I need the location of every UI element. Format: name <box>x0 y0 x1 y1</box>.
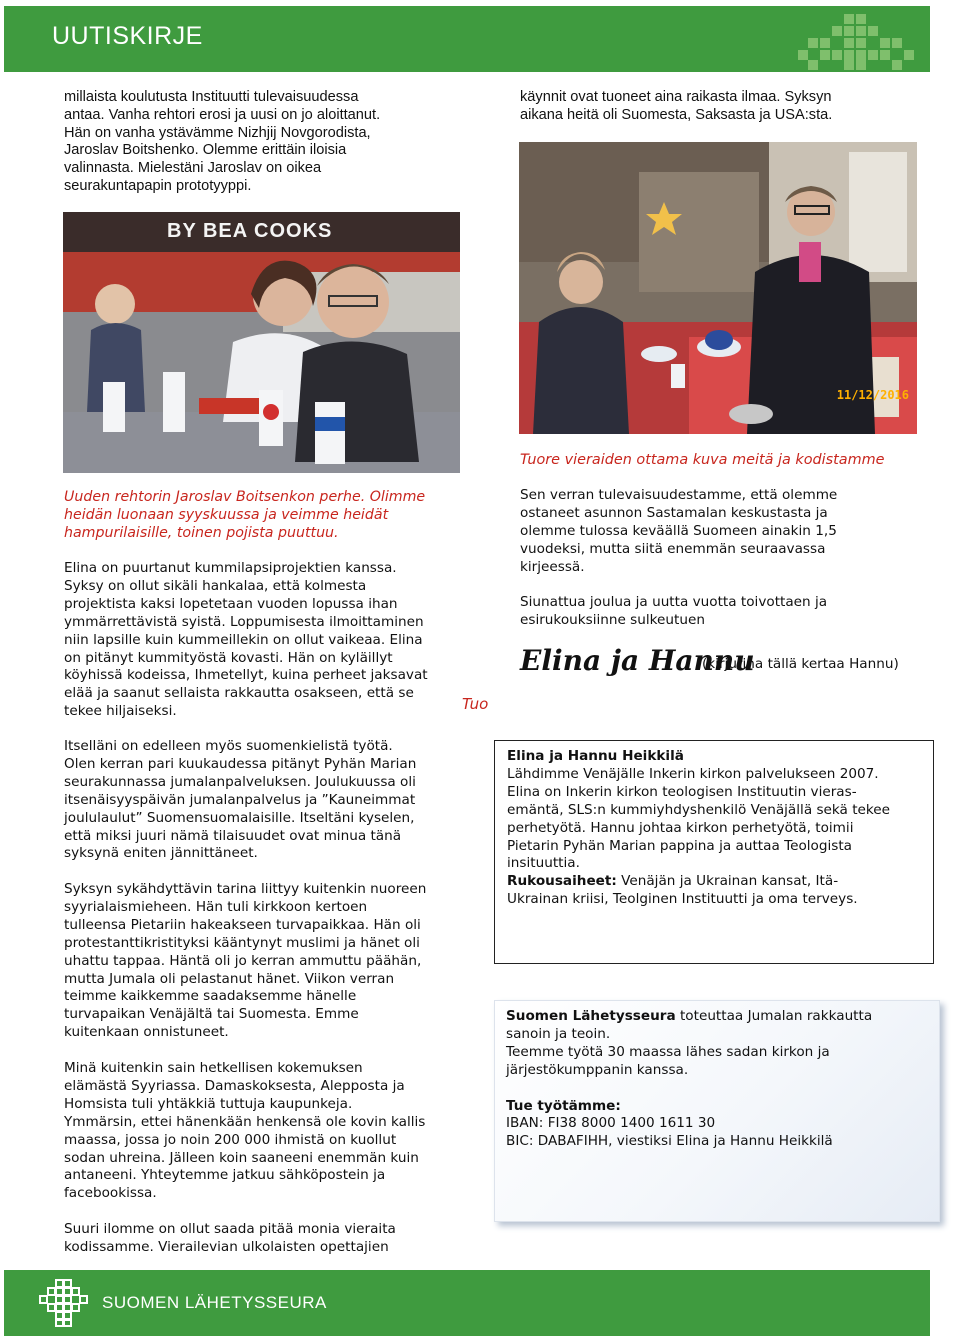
iban-text: IBAN: FI38 8000 1400 1611 30 <box>506 1115 716 1132</box>
text-line: perhetyötä. Hannu johtaa kirkon perhetyötä, toimii <box>507 819 854 836</box>
text-line: millaista koulutusta Instituutti tulevaisuudessa <box>64 89 359 105</box>
text-line: Teemme työtä 30 maassa lähes sadan kirkon ja <box>506 1043 830 1060</box>
text-line: protestanttikristityksi kääntynyt muslimi ja hänet oli <box>64 934 420 951</box>
text-line: kuitenkaan onnistuneet. <box>64 1024 229 1041</box>
text-line: facebookissa. <box>64 1185 157 1202</box>
text-line: Homsista tuli yhtäkkiä tuttuja kaupunkeja. <box>64 1095 353 1112</box>
text-line: Olen kerran pari kuukaudessa pitänyt Pyhän Marian <box>64 755 417 772</box>
cross-logo-icon <box>798 12 916 70</box>
text-line: maassa, jossa jo noin 200 000 ihmistä on kuollut <box>64 1131 397 1148</box>
visitors-paragraph <box>64 1221 396 1257</box>
text-line: projektista kaksi lopetetaan vuoden lopussa ihan <box>64 595 398 612</box>
restaurant-sign: BY BEA COOKS <box>167 220 333 242</box>
text-line: Syksy on ollut sikäli hankalaa, että kolmesta <box>64 577 367 594</box>
photo-date-stamp: 11/12/2016 <box>836 388 909 402</box>
text-line: emäntä, SLS:n kummiyhdyshenkilö Venäjällä sekä tekee <box>507 801 891 818</box>
syria-experience-paragraph <box>64 1060 425 1203</box>
box-title: Elina ja Hannu Heikkilä <box>507 748 684 764</box>
finnish-work-paragraph <box>64 738 416 863</box>
text-line: elämästä Syyriassa. Damaskoksesta, Alepposta ja <box>64 1077 405 1094</box>
future-plans-paragraph <box>520 487 837 577</box>
text-line: valinnasta. Mielestäni Jaroslav on oikea <box>64 160 322 177</box>
tuo-fragment: Tuo <box>462 695 489 713</box>
home-photo <box>519 142 917 434</box>
text-line: Syksyn sykähdyttävin tarina liittyy kuitenkin nuoreen <box>64 881 427 897</box>
support-label: Tue työtämme: <box>506 1097 621 1114</box>
text-line: vuodeksi, mutta siitä enemmän seuraavassa <box>520 540 826 557</box>
bic-text: BIC: DABAFIHH, viestiksi Elina ja Hannu Heikkilä <box>506 1133 833 1150</box>
text-line: joululaulut” Suomensuomalaisille. Itseltäni kyselen, <box>64 809 415 826</box>
text-line: syyrialaismieheen. Hän tuli kirkkoon kertoen <box>64 898 368 915</box>
text-line: Suuri ilomme on ollut saada pitää monia vieraita <box>64 1221 396 1237</box>
text-line: tekee hiljaiseksi. <box>64 703 177 720</box>
text-line: seurakuntapapin prototyyppi. <box>64 177 252 194</box>
text-line: niin lapsille kuin kummeillekin on ollut vaikeaa. Elina <box>64 631 423 648</box>
text-line: antaneeni. Yhteytemme jatkuu sähköpostein ja <box>64 1167 386 1184</box>
text-line: aikana heitä oli Suomesta, Saksasta ja USA:sta. <box>520 106 833 123</box>
text-line: teimme kaikkemme saadaksemme hänelle <box>64 988 357 1005</box>
text-line: käynnit ovat tuoneet aina raikasta ilmaa. Syksyn <box>520 89 832 105</box>
text-line: Ukrainan kriisi, Teolginen Instituutti ja oma terveys. <box>507 891 858 908</box>
text-line: syksynä eniten jännittäneet. <box>64 845 258 862</box>
text-line: sanoin ja teoin. <box>506 1025 611 1042</box>
text-line: antaa. Vanha rehtori erosi ja uusi on jo aloittanut. <box>64 106 381 123</box>
intro-right-text <box>520 89 832 125</box>
text-line: Minä kuitenkin sain hetkellisen kokemuksen <box>64 1060 363 1076</box>
text-line: Hän on vanha ystävämme Nizhjij Novgorodista, <box>64 124 371 141</box>
text-line: Siunattua joulua ja uutta vuotta toivottaen ja <box>520 594 828 610</box>
text-line: järjestökumppanin kanssa. <box>506 1061 689 1078</box>
text-line: on pitänyt kummityöstä kovasti. Hän on kyläillyt <box>64 649 393 666</box>
signature-names: Elina ja Hannu <box>520 644 755 677</box>
cross-logo-icon <box>36 1278 90 1328</box>
text-line: sodan uhreina. Jälleen koin saaneeni enemmän kuin <box>64 1149 419 1166</box>
text-line: Lähdimme Venäjälle Inkerin kirkon palvelukseen 2007. <box>507 765 879 782</box>
text-line: Ymmärsin, ettei hänenkään henkensä ole kovin kallis <box>64 1113 426 1130</box>
caption-line: heidän luonaan syyskuussa ja veimme heidät <box>64 506 389 523</box>
text-line: Elina on puurtanut kummilapsiprojektien kanssa. <box>64 560 397 576</box>
text-line: uhattu tappaa. Häntä oli jo kerran ammuttu päähän, <box>64 952 422 969</box>
text-line: Itselläni on edelleen myös suomenkielistä työtä. <box>64 738 393 754</box>
family-photo <box>63 212 460 473</box>
intro-left-text <box>64 89 380 196</box>
text-line: itsenäisyyspäivän jumalanpalvelus ja ”Kauneimmat <box>64 791 416 808</box>
home-photo-caption: Tuore vieraiden ottama kuva meitä ja kodistamme <box>520 452 885 468</box>
text-line: esirukouksiinne sulkeutuen <box>520 611 705 628</box>
text-line: Sen verran tulevaisuudestamme, että olemme <box>520 487 838 503</box>
text-line: Elina on Inkerin kirkon teologisen Instituutin vieras- <box>507 783 857 800</box>
greeting-paragraph <box>520 594 827 630</box>
org-tagline: toteuttaa Jumalan rakkautta <box>675 1008 873 1024</box>
family-photo-caption <box>64 489 425 543</box>
text-line: ymmärrettävistä syistä. Loppumisesta ilmoittaminen <box>64 613 424 630</box>
sponsorship-paragraph <box>64 560 428 721</box>
syrian-story-paragraph <box>64 881 426 1042</box>
support-info-text <box>506 1008 872 1151</box>
text-line: insituuttia. <box>507 855 580 872</box>
text-line: elää ja saanut sellaista rakkautta osakseen, että se <box>64 685 414 702</box>
text-line: kodissamme. Vierailevian ulkolaisten opettajien <box>64 1238 389 1255</box>
text-line: olemme tulossa keväällä Suomeen ainakin 1,5 <box>520 522 837 539</box>
missionary-info-text <box>507 748 890 909</box>
prayer-text: Venäjän ja Ukrainan kansat, Itä- <box>616 873 839 890</box>
org-name: Suomen Lähetysseura <box>506 1008 676 1024</box>
text-line: tulleensa Pietariin hakeakseen turvapaikkaa. Hän oli <box>64 916 421 933</box>
signature-note: (kirjurina tällä kertaa Hannu) <box>702 656 899 672</box>
text-line: turvapaikan Venäjältä tai Suomesta. Emme <box>64 1006 359 1023</box>
text-line: ostaneet asunnon Sastamalan keskustasta ja <box>520 504 828 521</box>
footer-org-name: SUOMEN LÄHETYSSEURA <box>102 1293 327 1312</box>
text-line: Pietarin Pyhän Marian pappina ja auttaa Teologista <box>507 837 853 854</box>
caption-line: hampurilaisille, toinen pojista puuttuu. <box>64 524 339 541</box>
newsletter-title: UUTISKIRJE <box>52 22 203 50</box>
text-line: että miksi juuri nämä tilaisuudet ovat minua tänä <box>64 827 402 844</box>
text-line: mutta Jumala oli pelastanut hänet. Viikon verran <box>64 970 395 987</box>
caption-line: Uuden rehtorin Jaroslav Boitsenkon perhe. Olimme <box>64 489 426 505</box>
text-line: kirjeessä. <box>520 558 585 575</box>
prayer-label: Rukousaiheet: <box>507 873 617 890</box>
text-line: köyhissä kodeissa, Ihmetellyt, kuina perheet jaksavat <box>64 667 428 684</box>
text-line: Jaroslav Boitshenko. Olemme erittäin iloisia <box>64 142 347 159</box>
text-line: seurakunnassa jumalanpalveluksen. Joulukuussa oli <box>64 773 416 790</box>
